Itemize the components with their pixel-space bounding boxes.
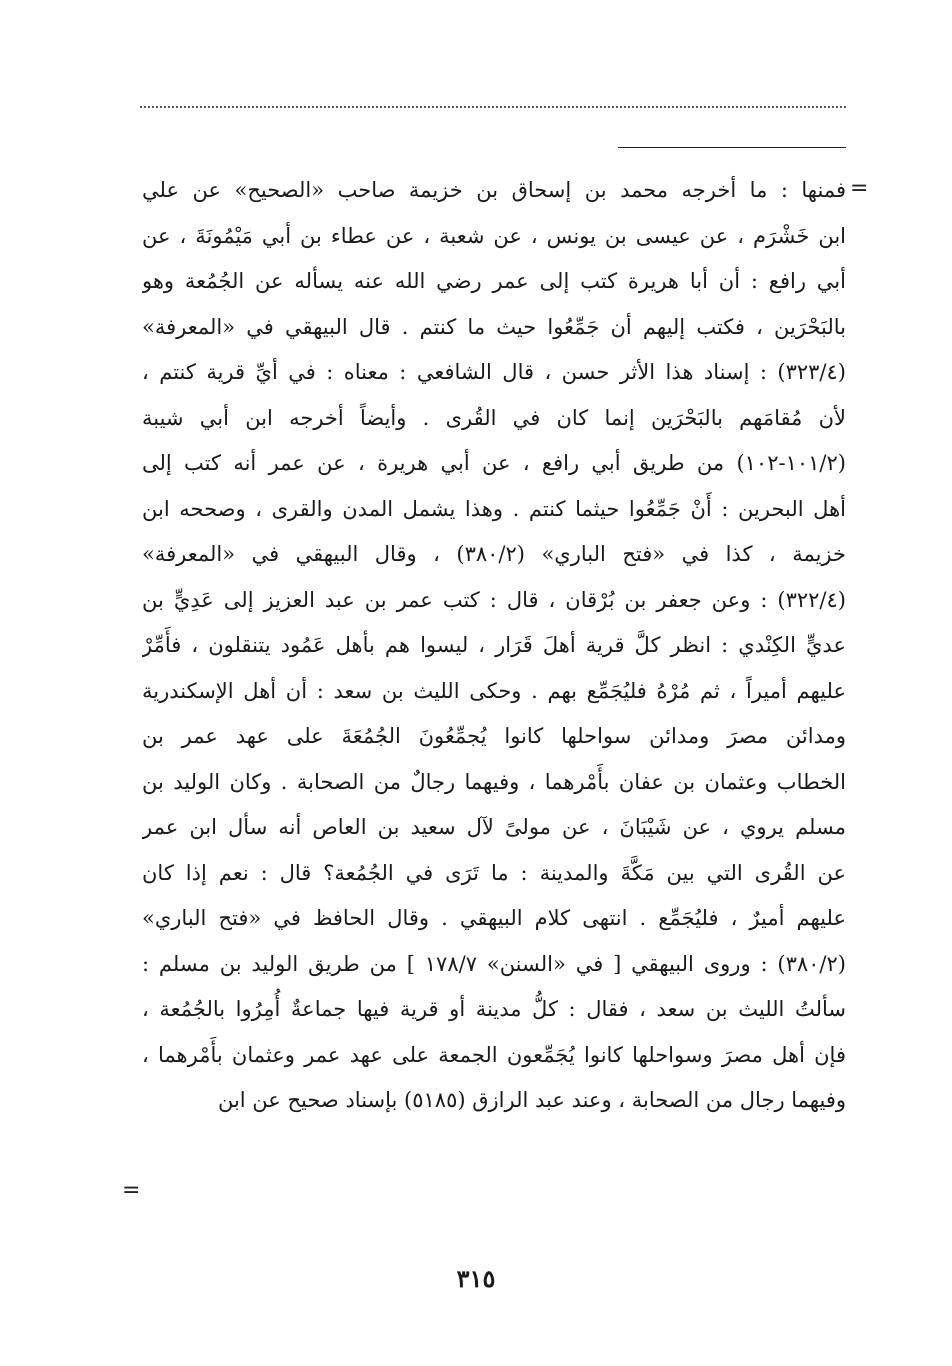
text-line: لأن مُقامَهم بالبَحْرَين إنما كان في القُرى . وأيضاً أخرجه ابن أبي شيبة (142, 405, 846, 430)
text-line: بالبَحْرَين ، فكتب إليهم أن جَمِّعُوا حيث ما كنتم . قال البيهقي في «المعرفة» (142, 314, 846, 339)
text-line: الخطاب وعثمان بن عفان بأَمْرهما ، وفيهما رجالٌ من الصحابة . وكان الوليد بن (142, 769, 846, 794)
text-line: سألتُ الليث بن سعد ، فقال : كلُّ مدينة أو قرية فيها جماعةٌ أُمِرُوا بالجُمُعة ، (142, 997, 846, 1021)
text-line: عديٍّ الكِنْدي : انظر كلَّ قرية أهلَ قَرَار ، ليسوا هم بأهل عَمُود يتنقلون ، فأَمِّرْ (142, 633, 846, 657)
text-line: (٣٨٠/٢) : وروى البيهقي [ في «السنن» ١٧٨/٧ ] من طريق الوليد بن مسلم : (142, 951, 846, 976)
text-line: خزيمة ، كذا في «فتح الباري» (٣٨٠/٢) ، وقال البيهقي في «المعرفة» (142, 542, 846, 566)
text-line: (٣٢٢/٤) : وعن جعفر بن بُرْقان ، قال : كتب عمر بن عبد العزيز إلى عَدِيٍّ بن (142, 587, 846, 612)
text-line: أبي رافع : أن أبا هريرة كتب إلى عمر رضي الله عنه يسأله عن الجُمُعة وهو (142, 269, 846, 293)
footnote-separator-line (618, 147, 846, 148)
text-line: عليهم أميرٌ ، فليُجَمِّع . انتهى كلام البيهقي . وقال الحافظ في «فتح الباري» (142, 906, 846, 930)
text-line: مسلم يروي ، عن شَيْبَانَ ، عن مولىً لآل سعيد بن العاص أنه سأل ابن عمر (142, 815, 846, 839)
continuation-marker-start: = (850, 176, 869, 201)
text-line: أهل البحرين : أَنْ جَمِّعُوا حيثما كنتم . وهذا يشمل المدن والقرى ، وصححه ابن (142, 496, 846, 521)
text-line: ومدائن مصرَ ومدائن سواحلها كانوا يُجمِّعُونَ الجُمُعَةَ على عهد عمر بن (142, 724, 846, 748)
text-line: فإن أهل مصرَ وسواحلها كانوا يُجَمِّعون الجمعة على عهد عمر وعثمان بأَمْرهما ، (142, 1042, 846, 1067)
header-dotted-rule (140, 106, 846, 108)
continuation-marker-end: = (122, 1178, 141, 1203)
footnote-text-block (142, 168, 846, 1124)
text-line: عن القُرى التي بين مَكَّةَ والمدينة : ما تَرَى في الجُمُعة؟ قال : نعم إذا كان (142, 860, 846, 885)
text-line: (١٠١/٢-١٠٢) من طريق أبي رافع ، عن أبي هريرة ، عن عمر أنه كتب إلى (142, 451, 846, 475)
text-line: فمنها : ما أخرجه محمد بن إسحاق بن خزيمة صاحب «الصحيح» عن علي (142, 178, 846, 202)
text-line: ابن خَشْرَم ، عن عيسى بن يونس ، عن شعبة ، عن عطاء بن أبي مَيْمُونَةَ ، عن (142, 223, 846, 248)
text-line: عليهم أميراً ، ثم مُرْهُ فليُجَمِّع بهم . وحكى الليث بن سعد : أن أهل الإسكندرية (142, 678, 846, 703)
text-line: (٣٢٣/٤) : إسناد هذا الأثر حسن ، قال الشافعي : معناه : في أيِّ قرية كنتم ، (142, 360, 846, 384)
page-number: ٣١٥ (456, 1264, 496, 1293)
text-line: وفيهما رجال من الصحابة ، وعند عبد الرازق (٥١٨٥) بإسناد صحيح عن ابن (217, 1088, 846, 1112)
